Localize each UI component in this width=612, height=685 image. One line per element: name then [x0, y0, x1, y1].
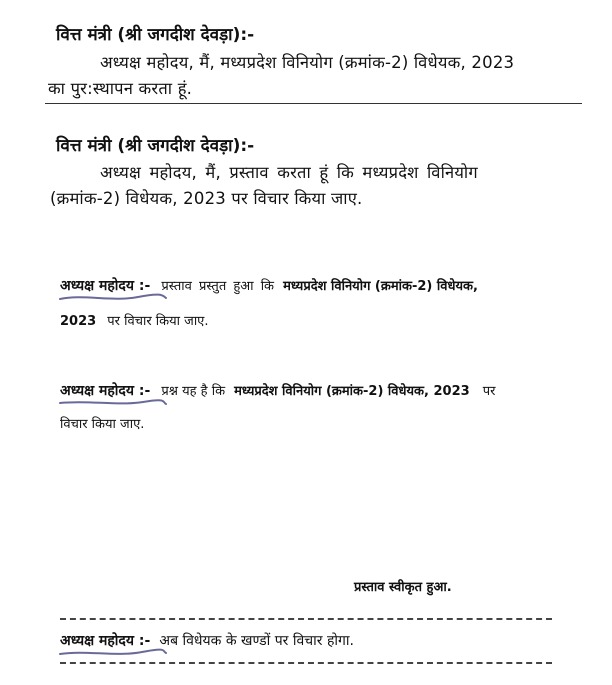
divider-rule — [45, 103, 582, 104]
chair-label-3 — [60, 633, 139, 649]
chair-statement-2 — [60, 380, 495, 400]
chair-2-text-b: मध्यप्रदेश विनियोग (क्रमांक-2) विधेयक, 2023 — [234, 384, 470, 399]
dashed-separator-top — [60, 618, 552, 620]
chair-2-text-c: पर — [482, 384, 496, 399]
chair-sep-2: :- — [138, 383, 151, 399]
speaker-heading-2: वित्त मंत्री (श्री जगदीश देवड़ा):- — [56, 136, 255, 156]
chair-1-line-2 — [60, 310, 209, 329]
chair-statement-3 — [60, 630, 354, 650]
chair-label-3-text: अध्यक्ष महोदय — [60, 633, 134, 649]
chair-label-1 — [60, 278, 139, 294]
chair-1-text-a: प्रस्ताव प्रस्तुत हुआ कि — [161, 279, 275, 294]
handwritten-underline-2 — [58, 398, 170, 408]
handwritten-underline-1 — [58, 293, 170, 303]
chair-1-line-2-text: पर विचार किया जाए. — [107, 314, 209, 329]
chair-2-text-a: प्रश्न यह है कि — [161, 384, 226, 399]
section-2-line-1: अध्यक्ष महोदय, मैं, प्रस्ताव करता हूं कि मध्यप्रदेश विनियोग — [100, 163, 478, 182]
chair-1-text-b: मध्यप्रदेश विनियोग (क्रमांक-2) विधेयक, — [283, 279, 478, 294]
chair-2-line-2: विचार किया जाए. — [60, 417, 145, 432]
chair-sep-1: :- — [138, 278, 151, 294]
chair-1-year: 2023 — [60, 314, 97, 329]
chair-label-2 — [60, 383, 139, 399]
motion-accepted: प्रस्ताव स्वीकृत हुआ. — [354, 580, 452, 595]
section-1-line-2: का पुर:स्थापन करता हूं. — [48, 79, 193, 98]
chair-3-text: अब विधेयक के खण्डों पर विचार होगा. — [159, 633, 354, 649]
chair-statement-1 — [60, 275, 478, 295]
chair-label-2-text: अध्यक्ष महोदय — [60, 383, 134, 399]
section-2-line-2: (क्रमांक-2) विधेयक, 2023 पर विचार किया जाए. — [50, 189, 363, 208]
chair-sep-3: :- — [138, 633, 151, 649]
speaker-heading-1: वित्त मंत्री (श्री जगदीश देवड़ा):- — [56, 25, 255, 45]
dashed-separator-bottom — [60, 662, 552, 664]
section-1-line-1: अध्यक्ष महोदय, मैं, मध्यप्रदेश विनियोग (क्रमांक-2) विधेयक, 2023 — [100, 53, 515, 72]
chair-label-1-text: अध्यक्ष महोदय — [60, 278, 134, 294]
handwritten-underline-3 — [58, 648, 170, 658]
